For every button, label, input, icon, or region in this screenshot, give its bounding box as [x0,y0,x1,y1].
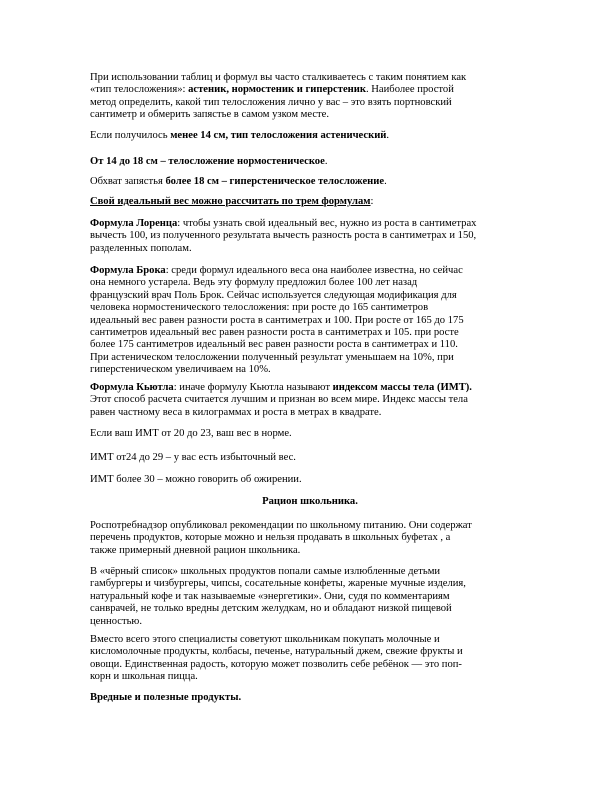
broca-formula-paragraph [90,265,530,377]
text-run: . [324,156,328,167]
text-line: санврачей, не только вредны детским желудкам, но и обладают низкой пищевой [90,603,452,615]
text-line [90,196,530,208]
text-line: сантиметр и обмерить запястье в самом узком месте. [90,109,330,121]
text-line [90,156,530,168]
text-line: Роспотребнадзор опубликовал рекомендации по школьному питанию. Они содержат [90,520,472,531]
broca-term: Формула Брока [90,265,166,276]
text-line: разделенных пополам. [90,242,192,254]
text-line: гамбургеры и чизбургеры, чипсы, сосательные конфеты, жареные мучные изделия, [90,578,466,590]
bmi-normal-paragraph [90,428,530,440]
hypersthenic-paragraph [90,176,530,188]
black-list-paragraph [90,566,530,628]
text-line: ИМТ от24 до 29 – у вас есть избыточный вес. [90,452,296,463]
text-line [90,382,530,394]
normosthenic-bold: От 14 до 18 см – телосложение нормостеническое [90,156,325,167]
text-run: . Наиболее простой [365,84,454,96]
text-line: также примерный дневной рацион школьника. [90,544,301,556]
text-line: идеальный вес равен разности роста в сантиметрах и 100. При росте от 165 до 175 [90,314,464,326]
text-line: Если ваш ИМТ от 20 до 23, ваш вес в норме. [90,428,292,439]
formulas-heading-text: Свой идеальный вес можно рассчитать по трем формулам [90,196,371,207]
text-run: Обхват запястья [90,176,166,187]
text-line: равен частному веса в килограммах и роста в метрах в квадрате. [90,406,382,418]
rospotrebnadzor-paragraph [90,520,530,557]
products-heading-text: Вредные и полезные продукты. [90,692,242,703]
text-line: человека нормостенического телосложения: при росте до 165 сантиметров [90,302,429,314]
body-types-bold: астеник, нормостеник и гиперстеник [188,84,366,96]
text-line: гиперстеническом увеличиваем на 10%. [90,364,271,376]
text-line: ИМТ более 30 – можно говорить об ожирении. [90,474,302,485]
bmi-obesity-paragraph [90,474,530,486]
text-line [90,265,530,277]
formulas-heading [90,196,530,208]
text-run: Если получилось [90,130,171,141]
text-line: вычесть 100, из полученного результата вычесть разность роста в сантиметрах и 150, [90,230,477,242]
school-diet-heading-text: Рацион школьника. [262,496,358,507]
products-heading [90,692,530,704]
text-run: : иначе формулу Кьютла называют [173,382,333,393]
bmi-overweight-paragraph [90,452,530,464]
text-line: корн и школьная пицца. [90,671,198,683]
lorentz-formula-paragraph [90,218,530,255]
text-line: При использовании таблиц и формул вы часто сталкиваетесь с таким понятием как [90,72,467,83]
text-line: метод определить, какой тип телосложения лично у вас – это взять портновский [90,96,452,108]
text-run: . [384,176,387,187]
bmi-bold: индексом массы тела (ИМТ). [332,382,472,393]
text-line: В «чёрный список» школьных продуктов попали самые излюбленные детьми [90,566,441,577]
school-diet-heading [90,496,530,508]
text-line: ценностью. [90,615,142,627]
text-run: . [386,130,390,141]
lorentz-term: Формула Лоренца [90,218,178,229]
text-line: Вместо всего этого специалисты советуют школьникам покупать молочные и [90,634,440,645]
text-run: : среди формул идеального веса она наиболее известна, но сейчас [165,265,463,276]
text-line: французский врач Поль Брок. Сейчас используется следующая модификация для [90,289,457,301]
text-line: При астеническом телосложении полученный результат уменьшаем на 10%, при [90,351,454,363]
text-line [90,84,530,96]
text-line: сантиметров идеальный вес равен разности роста в сантиметрах и 105. при росте [90,327,459,339]
quetelet-term: Формула Кьютла [90,382,174,393]
text-line: Этот способ расчета считается лучшим и признан во всем мире. Индекс массы тела [90,394,468,406]
text-run: : чтобы узнать свой идеальный вес, нужно из роста в сантиметрах [177,218,477,229]
normosthenic-paragraph [90,156,530,168]
text-line: она немного устарела. Ведь эту формулу предложил более 100 лет назад [90,277,418,289]
hypersthenic-bold: более 18 см – гиперстеническое телосложение [165,176,385,187]
text-line [90,176,530,188]
text-line: кисломолочные продукты, колбасы, печенье, натуральный джем, свежие фрукты и [90,646,463,658]
body-type-intro-paragraph [90,72,530,122]
asthenic-paragraph [90,130,530,142]
text-line [90,218,530,230]
text-line: натуральный кофе и так называемые «энергетики». Они, судя по комментариям [90,590,450,602]
recommendations-paragraph [90,634,530,684]
quetelet-formula-paragraph [90,382,530,419]
text-run: «тип телосложения»: [90,84,189,96]
text-line [90,130,530,142]
text-line: более 175 сантиметров идеальный вес равен разности роста в сантиметрах и 110. [90,339,458,351]
asthenic-bold: менее 14 см, тип телосложения астенический [170,130,387,141]
text-run: : [370,196,374,207]
text-line: овощи. Единственная радость, которую может позволить себе ребёнок — это поп- [90,658,462,670]
text-line: перечень продуктов, которые можно и нельзя продавать в школьных буфетах , а [90,532,451,544]
